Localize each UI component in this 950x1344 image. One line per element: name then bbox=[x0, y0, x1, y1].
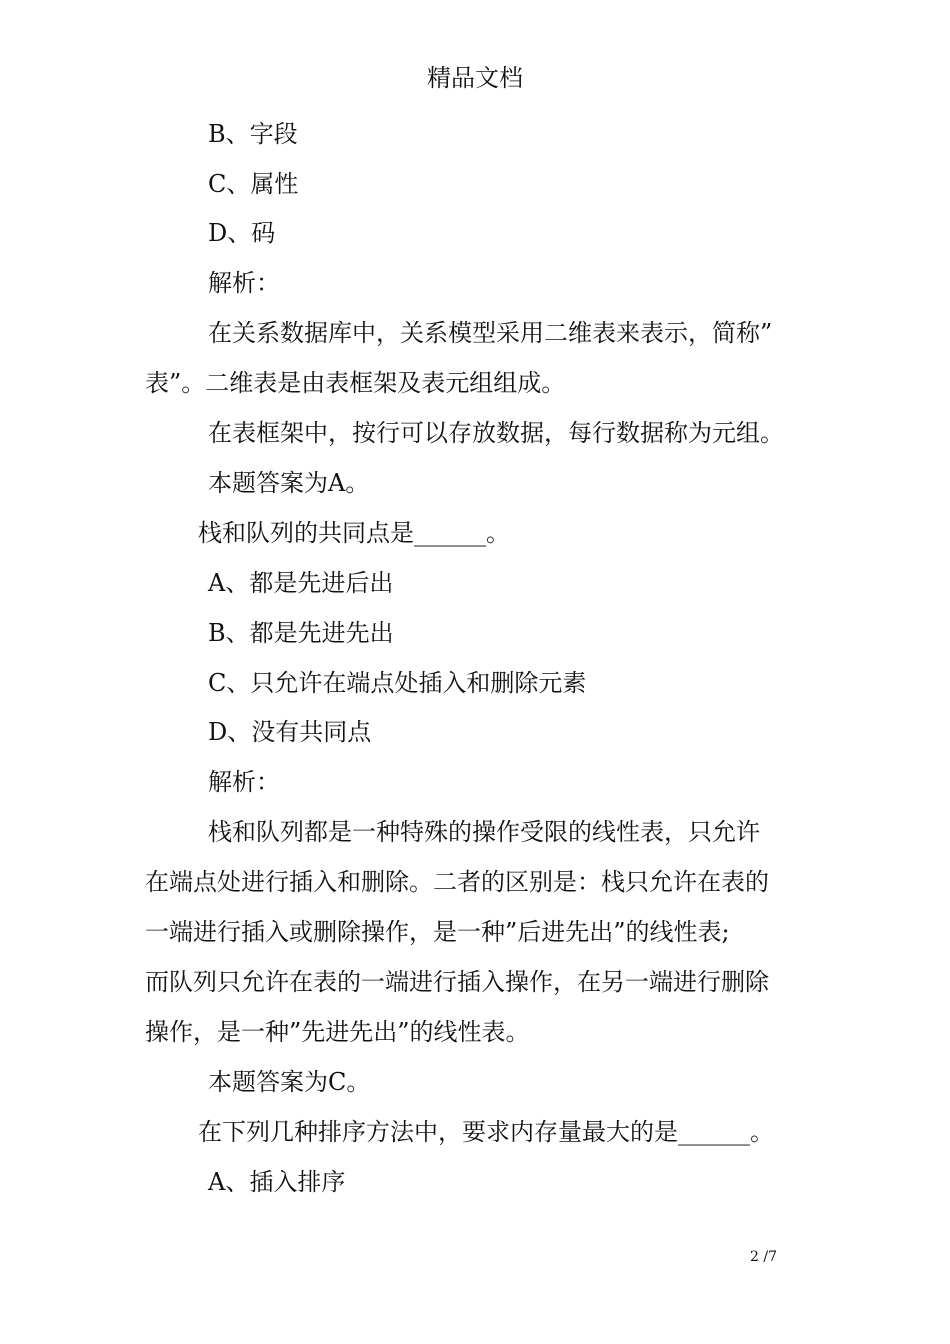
analysis-label: 解析： bbox=[208, 269, 280, 297]
paragraph-line: 在表框架中，按行可以存放数据，每行数据称为元组。 bbox=[208, 419, 784, 447]
option-a: A、都是先进后出 bbox=[208, 569, 394, 597]
page-number: 2 /7 bbox=[750, 1249, 777, 1265]
paragraph-line: 在端点处进行插入和删除。二者的区别是：栈只允许在表的 bbox=[145, 868, 769, 896]
option-a: A、插入排序 bbox=[208, 1168, 346, 1196]
option-b: B、都是先进先出 bbox=[208, 619, 394, 647]
page-header-title: 精品文档 bbox=[427, 64, 523, 92]
paragraph-line: 一端进行插入或删除操作，是一种”后进先出”的线性表; bbox=[145, 918, 730, 946]
option-d-code: D、码 bbox=[208, 219, 276, 247]
option-d: D、没有共同点 bbox=[208, 718, 372, 746]
paragraph-line: 操作，是一种”先进先出”的线性表。 bbox=[145, 1018, 530, 1046]
analysis-label: 解析： bbox=[208, 768, 280, 796]
paragraph-line: 栈和队列都是一种特殊的操作受限的线性表，只允许 bbox=[208, 818, 760, 846]
option-b-field: B、字段 bbox=[208, 120, 298, 148]
option-c: C、只允许在端点处插入和删除元素 bbox=[208, 669, 587, 697]
option-c-attribute: C、属性 bbox=[208, 170, 299, 198]
answer-line: 本题答案为C。 bbox=[208, 1068, 371, 1096]
paragraph-line: 在关系数据库中，关系模型采用二维表来表示，简称” bbox=[208, 319, 773, 347]
paragraph-line: 表”。二维表是由表框架及表元组组成。 bbox=[145, 369, 566, 397]
question-stack-queue: 栈和队列的共同点是______。 bbox=[198, 519, 510, 547]
answer-line: 本题答案为A。 bbox=[208, 469, 370, 497]
question-sorting: 在下列几种排序方法中，要求内存量最大的是______。 bbox=[198, 1118, 774, 1146]
paragraph-line: 而队列只允许在表的一端进行插入操作，在另一端进行删除 bbox=[145, 968, 769, 996]
